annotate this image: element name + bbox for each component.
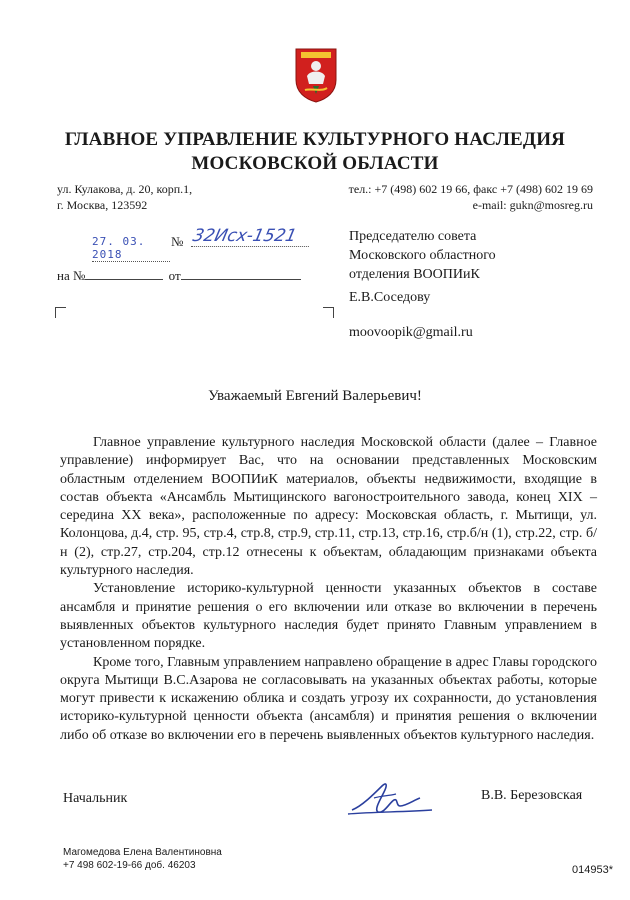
paragraph-2: Установление историко-культурной ценности указанных объектов в составе ансамбля и принятие решения о его включении или отказе во включении в перечень выявленных объектов культурного наследия будет принято Главным управлением в установленном порядке.: [60, 581, 597, 652]
address-line2: г. Москва, 123592: [57, 198, 148, 212]
organization-title: [0, 128, 630, 176]
registration-date: 27. 03. 2018: [92, 235, 170, 262]
corner-mark-left: [55, 307, 66, 318]
coat-of-arms-icon: [293, 46, 339, 104]
executor-info: [63, 846, 222, 872]
ref-label: на №: [57, 268, 86, 283]
executor-name: Магомедова Елена Валентиновна: [63, 847, 222, 858]
phone-line: тел.: +7 (498) 602 19 66, факс +7 (498) 602 19 69: [348, 182, 593, 196]
email-line: e-mail: gukn@mosreg.ru: [472, 198, 593, 212]
address-line1: ул. Кулакова, д. 20, корп.1,: [57, 182, 193, 196]
recipient-line3: отделения ВООПИиК: [349, 267, 480, 282]
sender-contacts: [349, 181, 593, 213]
letter-body: [60, 434, 597, 745]
org-title-line2: МОСКОВСКОЙ ОБЛАСТИ: [191, 153, 439, 174]
paragraph-3: Кроме того, Главным управлением направлено обращение в адрес Главы городского округа Мытищи В.С.Азарова не согласовывать на указанных объектах работы, которые могут привести к искажению облика и создать угрозу их сохранности, до установления историко-культурной ценности объекта (ансамбля) и принятия решения о включении либо об отказе во включении его в перечень выявленных объектов культурного наследия.: [60, 654, 597, 743]
signatory-name: В.В. Березовская: [481, 788, 583, 803]
number-label: №: [171, 234, 184, 249]
paragraph-1: Главное управление культурного наследия Московской области (далее – Главное управление) информирует Вас, что на основании представленных Московским областным отделением ВООПИиК материалов, объекты недвижимости, входящие в состав объекта «Ансамбль Мытищинского вагоностроительного завода, конец XIX – середина XX века», расположенные по адресу: Московская область, г. Мытищи, ул. Колонцова, д.4, стр. 95, стр.4, стр.8, стр.9, стр.11, стр.13, стр.16, стр.б/н (1), стр.22, стр. б/н (2), стр.27, стр.204, стр.12 отнесены к объектам, обладающим признаками объекта культурного наследия.: [60, 435, 597, 579]
recipient-email: moovoopik@gmail.ru: [349, 325, 473, 340]
reference-row: [57, 268, 301, 284]
recipient-line1: Председателю совета: [349, 229, 477, 244]
org-title-line1: ГЛАВНОЕ УПРАВЛЕНИЕ КУЛЬТУРНОГО НАСЛЕДИЯ: [64, 129, 566, 150]
signature-icon: [344, 776, 436, 822]
recipient-line2: Московского областного: [349, 248, 496, 263]
registration-number: 32Исх-1521: [191, 226, 313, 247]
recipient-name: Е.В.Соседову: [349, 290, 431, 305]
corner-mark-right: [323, 307, 334, 318]
ref-from-label: от: [168, 268, 181, 283]
greeting: Уважаемый Евгений Валерьевич!: [208, 388, 422, 404]
signatory-title: Начальник: [63, 791, 128, 806]
recipient-block: [349, 227, 496, 284]
executor-phone: +7 498 602-19-66 доб. 46203: [63, 860, 196, 871]
document-number: 014953*: [572, 864, 613, 876]
sender-address: [57, 181, 192, 213]
